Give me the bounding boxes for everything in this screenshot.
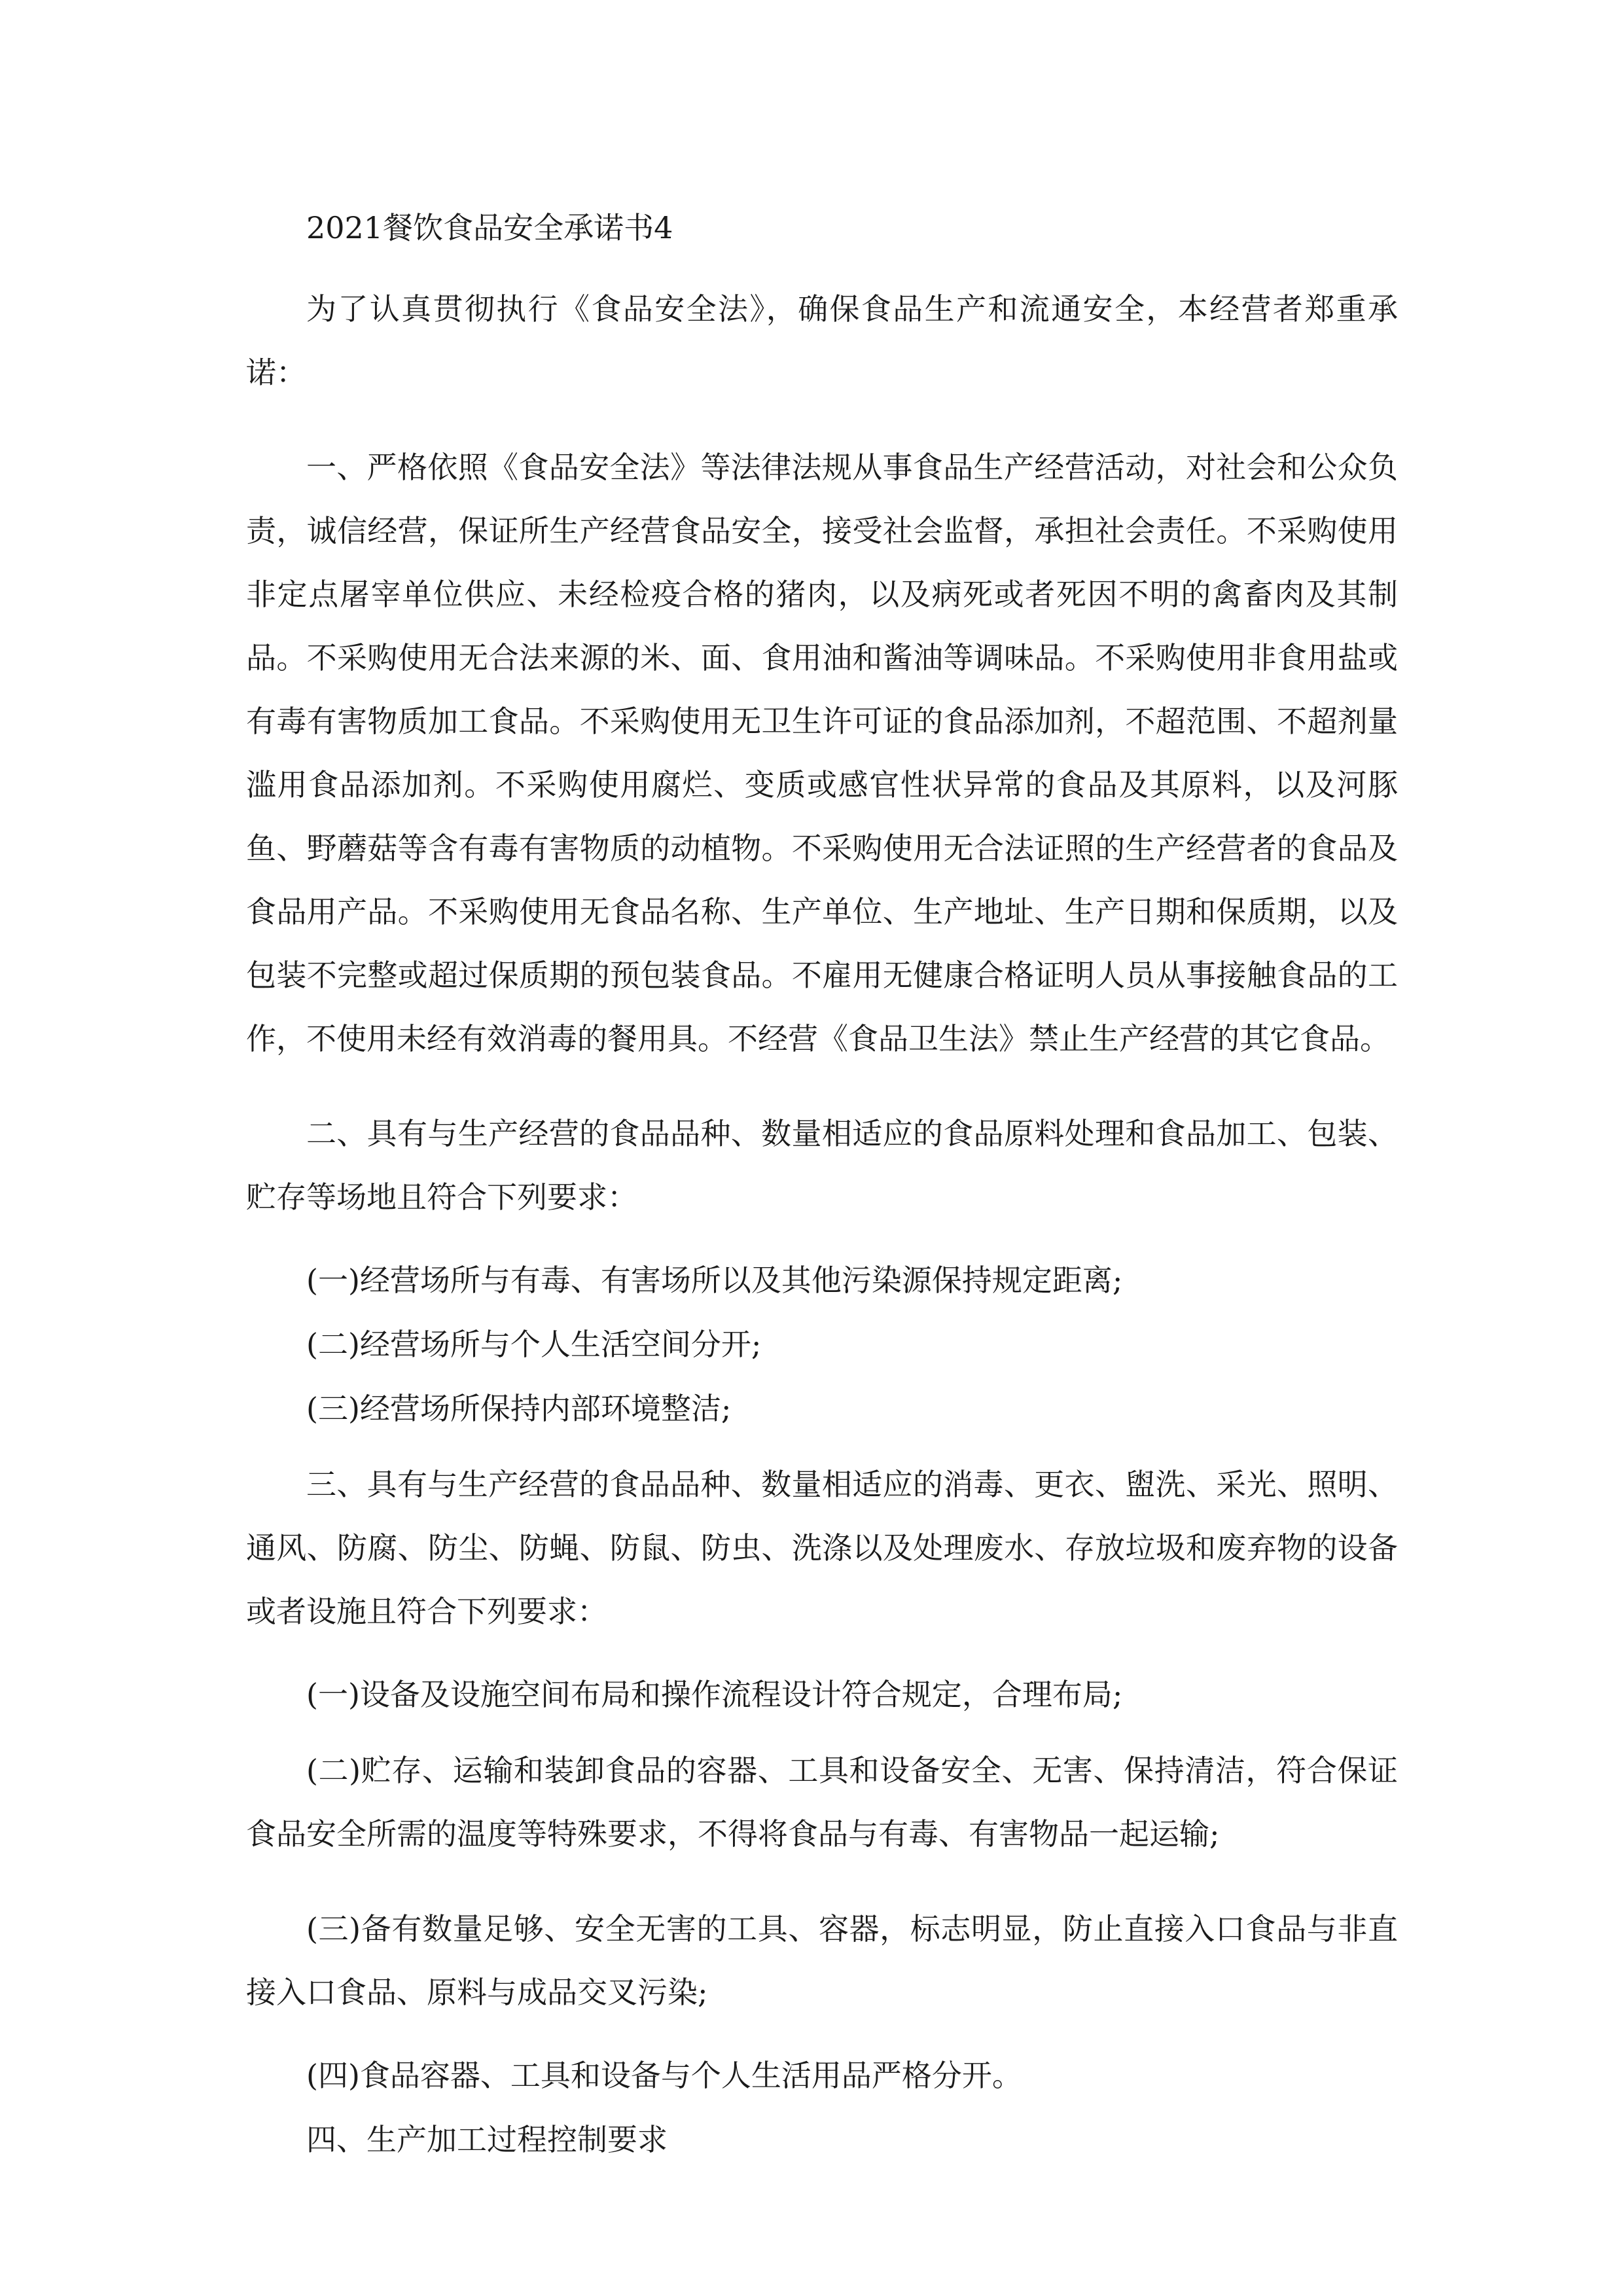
document-title: 2021餐饮食品安全承诺书4 [306,210,673,245]
paragraph-section-2: 二、具有与生产经营的食品品种、数量相适应的食品原料处理和食品加工、包装、贮存等场地且符合下列要求： [246,1116,1398,1215]
paragraph-intro: 为了认真贯彻执行《食品安全法》，确保食品生产和流通安全，本经营者郑重承诺： [246,291,1398,390]
paragraph-section-4: 四、生产加工过程控制要求 [306,2122,668,2157]
paragraph-section-3: 三、具有与生产经营的食品品种、数量相适应的消毒、更衣、盥洗、采光、照明、通风、防腐、防尘、防蝇、防鼠、防虫、洗涤以及处理废水、存放垃圾和废弃物的设备或者设施且符合下列要求： [246,1467,1398,1629]
paragraph-item-3-1: (一)设备及设施空间布局和操作流程设计符合规定，合理布局; [306,1677,1123,1712]
document-body [246,208,1398,2184]
paragraph-item-3-2: (二)贮存、运输和装卸食品的容器、工具和设备安全、无害、保持清洁，符合保证食品安全所需的温度等特殊要求，不得将食品与有毒、有害物品一起运输; [246,1753,1398,1852]
paragraph-item-3-3: (三)备有数量足够、安全无害的工具、容器，标志明显，防止直接入口食品与非直接入口食品、原料与成品交叉污染; [246,1911,1398,2010]
paragraph-item-2-3: (三)经营场所保持内部环境整洁; [306,1391,732,1426]
paragraph-item-2-2: (二)经营场所与个人生活空间分开; [306,1327,762,1362]
paragraph-section-1: 一、严格依照《食品安全法》等法律法规从事食品生产经营活动，对社会和公众负责，诚信经营，保证所生产经营食品安全，接受社会监督，承担社会责任。不采购使用非定点屠宰单位供应、未经检疫合格的猪肉，以及病死或者死因不明的禽畜肉及其制品。不采购使用无合法来源的米、面、食用油和酱油等调味品。不采购使用非食用盐或有毒有害物质加工食品。不采购使用无卫生许可证的食品添加剂，不超范围、不超剂量滥用食品添加剂。不采购使用腐烂、变质或感官性状异常的食品及其原料，以及河豚鱼、野蘑菇等含有毒有害物质的动植物。不采购使用无合法证照的生产经营者的食品及食品用产品。不采购使用无食品名称、生产单位、生产地址、生产日期和保质期，以及包装不完整或超过保质期的预包装食品。不雇用无健康合格证明人员从事接触食品的工作，不使用未经有效消毒的餐用具。不经营《食品卫生法》禁止生产经营的其它食品。 [246,450,1398,1056]
paragraph-item-2-1: (一)经营场所与有毒、有害场所以及其他污染源保持规定距离; [306,1263,1123,1298]
paragraph-item-3-4: (四)食品容器、工具和设备与个人生活用品严格分开。 [306,2058,1022,2093]
